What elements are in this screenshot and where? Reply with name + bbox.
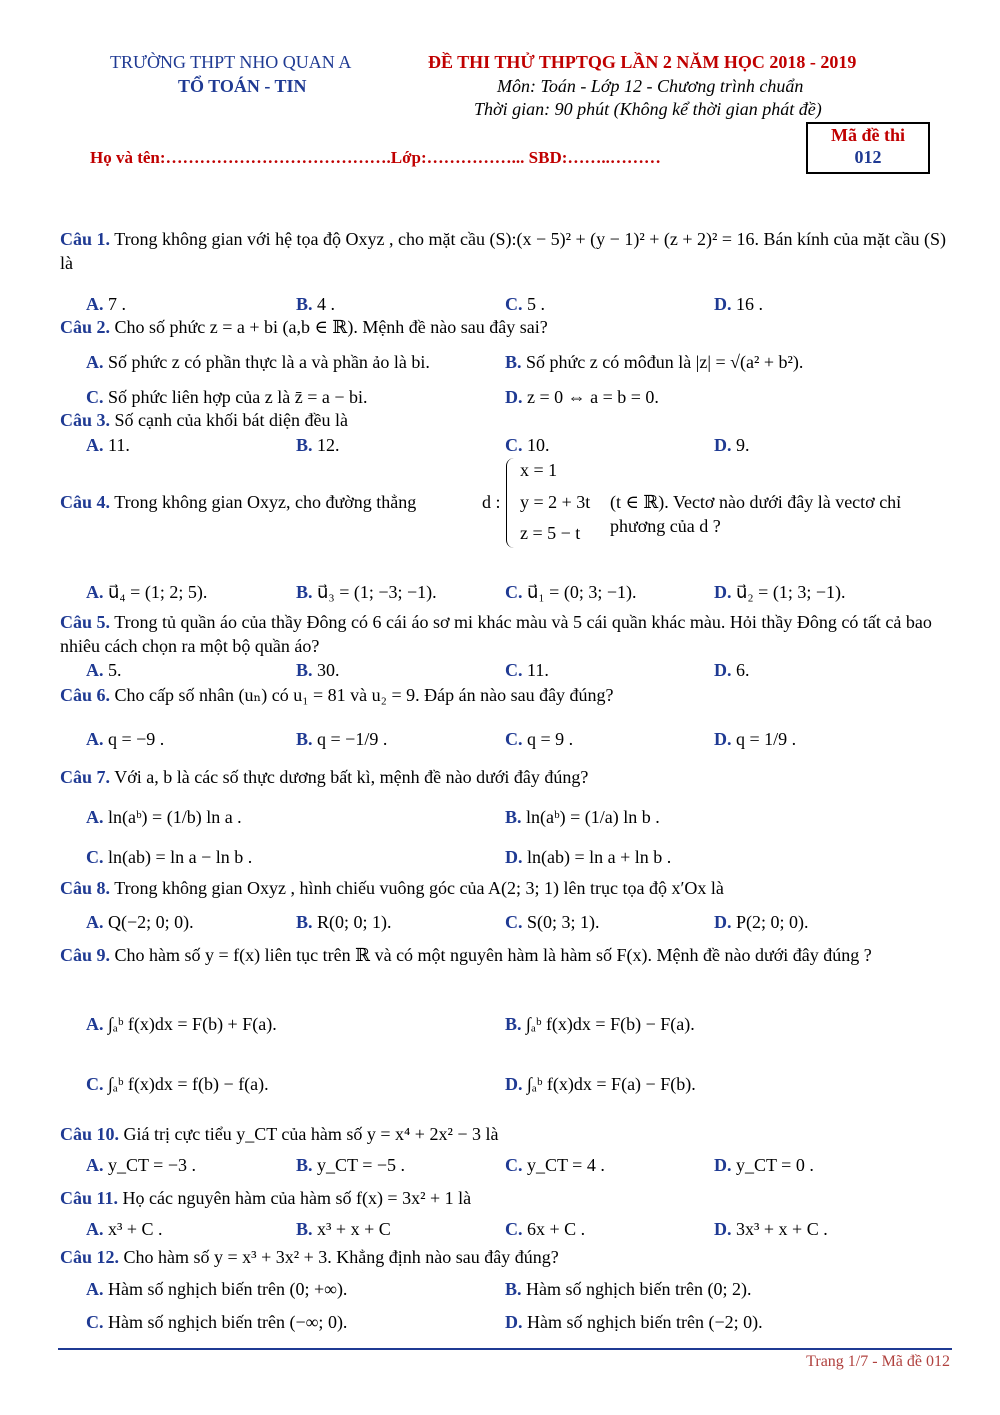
option-12a[interactable]: A. Hàm số nghịch biến trên (0; +∞). [86, 1279, 348, 1299]
option-4a[interactable]: A. u⃗₄ = (1; 2; 5). [86, 582, 208, 602]
option-8d[interactable]: D. P(2; 0; 0). [714, 912, 809, 932]
question-text: Số cạnh của khối bát diện đều là [114, 410, 348, 430]
question-label: Câu 2. [60, 317, 111, 337]
option-9d[interactable]: D. ∫ₐᵇ f(x)dx = F(a) − F(b). [505, 1074, 696, 1094]
option-9b[interactable]: B. ∫ₐᵇ f(x)dx = F(b) − F(a). [505, 1014, 695, 1034]
exam-subject: Môn: Toán - Lớp 12 - Chương trình chuẩn [497, 76, 804, 96]
system-line-3: z = 5 − t [520, 523, 581, 543]
option-7c[interactable]: C. ln(ab) = ln a − ln b . [86, 847, 253, 867]
option-12d[interactable]: D. Hàm số nghịch biến trên (−2; 0). [505, 1312, 763, 1332]
question-1 [60, 227, 950, 275]
option-1b[interactable]: B. 4 . [296, 294, 336, 314]
option-8a[interactable]: A. Q(−2; 0; 0). [86, 912, 194, 932]
exam-code-label: Mã đề thi [831, 125, 905, 145]
question-label: Câu 9. [60, 945, 111, 965]
option-5a[interactable]: A. 5. [86, 660, 122, 680]
school-name: TRƯỜNG THPT NHO QUAN A [110, 52, 352, 72]
question-text: Cho cấp số nhân (uₙ) có u₁ = 81 và u₂ = 9. Đáp án nào sau đây đúng? [114, 685, 614, 705]
option-3a[interactable]: A. 11. [86, 435, 130, 455]
option-6c[interactable]: C. q = 9 . [505, 729, 574, 749]
question-label: Câu 11. [60, 1188, 119, 1208]
option-3d[interactable]: D. 9. [714, 435, 750, 455]
question-4 [60, 490, 480, 514]
option-11d[interactable]: D. 3x³ + x + C . [714, 1219, 828, 1239]
question-label: Câu 3. [60, 410, 111, 430]
question-text: Cho hàm số y = x³ + 3x² + 3. Khẳng định nào sau đây đúng? [123, 1247, 559, 1267]
question-5 [60, 610, 950, 658]
question-11 [60, 1186, 950, 1210]
question-text: Cho số phức z = a + bi (a,b ∈ ℝ). Mệnh đề nào sau đây sai? [114, 317, 548, 337]
footer-divider [58, 1348, 952, 1350]
question-text: Trong không gian Oxyz, cho đường thẳng [114, 492, 417, 512]
option-1a[interactable]: A. 7 . [86, 294, 126, 314]
option-7d[interactable]: D. ln(ab) = ln a + ln b . [505, 847, 672, 867]
option-2a[interactable]: A. Số phức z có phần thực là a và phần ảo là bi. [86, 352, 430, 372]
question-text: Với a, b là các số thực dương bất kì, mệnh đề nào dưới đây đúng? [114, 767, 589, 787]
option-8b[interactable]: B. R(0; 0; 1). [296, 912, 392, 932]
option-10a[interactable]: A. y_CT = −3 . [86, 1155, 196, 1175]
option-5b[interactable]: B. 30. [296, 660, 340, 680]
question-12 [60, 1245, 950, 1269]
question-8 [60, 876, 950, 900]
option-9c[interactable]: C. ∫ₐᵇ f(x)dx = f(b) − f(a). [86, 1074, 269, 1094]
student-info-line: Họ và tên:………………………………….Lớp:……………... SBD:……..……… [90, 148, 661, 167]
option-12b[interactable]: B. Hàm số nghịch biến trên (0; 2). [505, 1279, 752, 1299]
line-d-label: d : [482, 492, 501, 512]
question-text: Họ các nguyên hàm của hàm số f(x) = 3x² + 1 là [122, 1188, 472, 1208]
question-label: Câu 12. [60, 1247, 120, 1267]
question-text: Trong không gian với hệ tọa độ Oxyz , cho mặt cầu (S):(x − 5)² + (y − 1)² + (z + 2)² = 16. Bán kính của mặt cầu (S) là [60, 229, 946, 273]
option-11b[interactable]: B. x³ + x + C [296, 1219, 391, 1239]
question-7 [60, 765, 950, 789]
system-line-2: y = 2 + 3t [520, 492, 591, 512]
option-7b[interactable]: B. ln(aᵇ) = (1/a) ln b . [505, 807, 660, 827]
option-6a[interactable]: A. q = −9 . [86, 729, 165, 749]
exam-code: 012 [854, 147, 882, 167]
exam-code-box [806, 122, 930, 174]
option-5d[interactable]: D. 6. [714, 660, 750, 680]
option-10d[interactable]: D. y_CT = 0 . [714, 1155, 814, 1175]
question-label: Câu 5. [60, 612, 111, 632]
department: TỔ TOÁN - TIN [178, 76, 307, 96]
system-brace [506, 458, 517, 548]
option-2c[interactable]: C. Số phức liên hợp của z là z̄ = a − bi. [86, 387, 368, 407]
system-line-1: x = 1 [520, 460, 558, 480]
option-1c[interactable]: C. 5 . [505, 294, 545, 314]
question-3 [60, 408, 950, 432]
option-4c[interactable]: C. u⃗₁ = (0; 3; −1). [505, 582, 637, 602]
option-6d[interactable]: D. q = 1/9 . [714, 729, 797, 749]
question-label: Câu 4. [60, 492, 111, 512]
option-4b[interactable]: B. u⃗₃ = (1; −3; −1). [296, 582, 437, 602]
option-4d[interactable]: D. u⃗₂ = (1; 3; −1). [714, 582, 846, 602]
exam-time: Thời gian: 90 phút (Không kể thời gian phát đề) [474, 99, 822, 119]
option-10c[interactable]: C. y_CT = 4 . [505, 1155, 605, 1175]
question-label: Câu 7. [60, 767, 111, 787]
option-2d[interactable]: D. z = 0 ⇔ a = b = 0. [505, 387, 659, 407]
option-11c[interactable]: C. 6x + C . [505, 1219, 586, 1239]
exam-title: ĐỀ THI THỬ THPTQG LẦN 2 NĂM HỌC 2018 - 2019 [428, 52, 857, 72]
option-5c[interactable]: C. 11. [505, 660, 549, 680]
question-text: Trong tủ quần áo của thầy Đông có 6 cái áo sơ mi khác màu và 5 cái quần khác màu. Hỏi thầy Đông có tất cả bao nhiêu cách chọn ra một bộ quần áo? [60, 612, 932, 656]
option-12c[interactable]: C. Hàm số nghịch biến trên (−∞; 0). [86, 1312, 348, 1332]
question-text: Trong không gian Oxyz , hình chiếu vuông góc của A(2; 3; 1) lên trục tọa độ x′Ox là [114, 878, 724, 898]
option-6b[interactable]: B. q = −1/9 . [296, 729, 388, 749]
question-2 [60, 315, 950, 339]
page-footer: Trang 1/7 - Mã đề 012 [806, 1353, 950, 1370]
option-10b[interactable]: B. y_CT = −5 . [296, 1155, 405, 1175]
question-10 [60, 1122, 950, 1146]
question-label: Câu 10. [60, 1124, 120, 1144]
question-label: Câu 1. [60, 229, 111, 249]
question-label: Câu 8. [60, 878, 111, 898]
option-2b[interactable]: B. Số phức z có môđun là |z| = √(a² + b²). [505, 352, 804, 372]
option-3c[interactable]: C. 10. [505, 435, 550, 455]
option-7a[interactable]: A. ln(aᵇ) = (1/b) ln a . [86, 807, 242, 827]
question-9 [60, 943, 950, 967]
option-3b[interactable]: B. 12. [296, 435, 340, 455]
option-9a[interactable]: A. ∫ₐᵇ f(x)dx = F(b) + F(a). [86, 1014, 277, 1034]
option-11a[interactable]: A. x³ + C . [86, 1219, 163, 1239]
option-8c[interactable]: C. S(0; 3; 1). [505, 912, 600, 932]
question-label: Câu 6. [60, 685, 111, 705]
question-6 [60, 683, 950, 707]
question-text: Cho hàm số y = f(x) liên tục trên ℝ và có một nguyên hàm là hàm số F(x). Mệnh đề nào dưới đây đúng ? [114, 945, 872, 965]
question-4-cont: (t ∈ ℝ). Vectơ nào dưới đây là vectơ chỉ phương của d ? [610, 492, 902, 536]
question-text: Giá trị cực tiểu y_CT của hàm số y = x⁴ + 2x² − 3 là [123, 1124, 499, 1144]
option-1d[interactable]: D. 16 . [714, 294, 763, 314]
